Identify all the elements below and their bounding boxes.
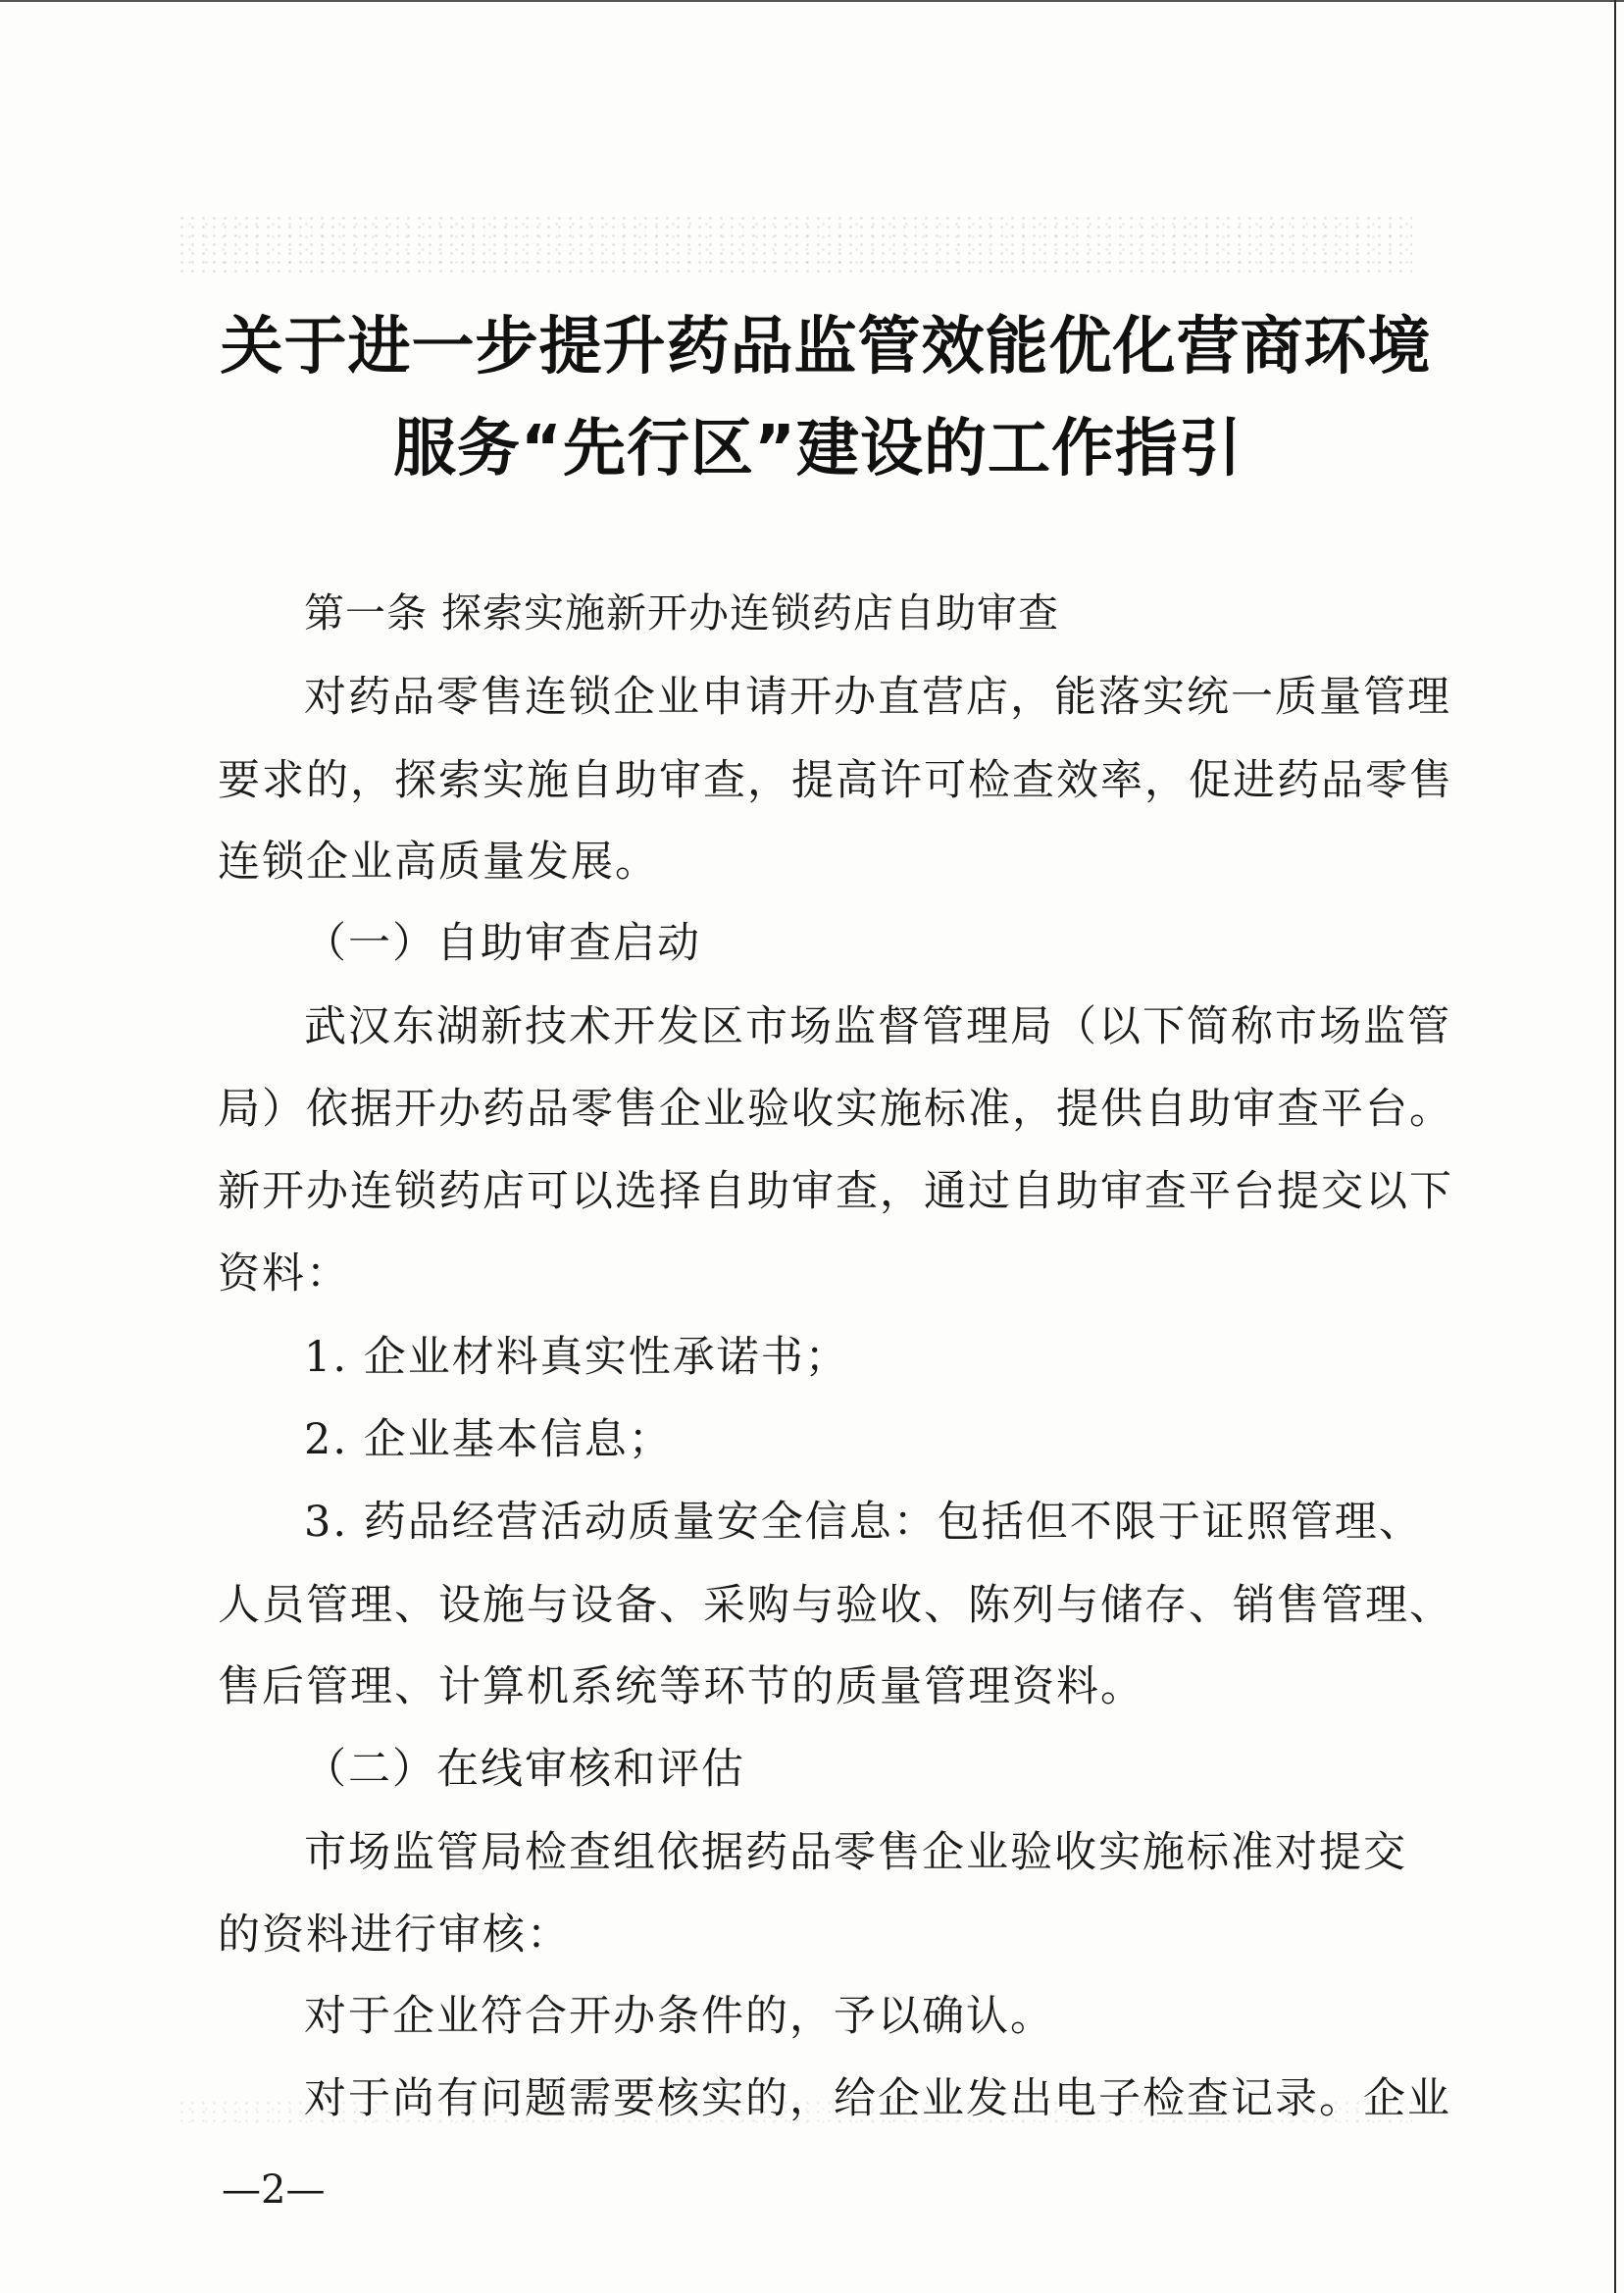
body-line: 对于尚有问题需要核实的，给企业发出电子检查记录。企业 [304, 2074, 1451, 2123]
section-heading: （二）在线审核和评估 [304, 1745, 745, 1794]
scan-edge-top [0, 0, 1624, 2]
document-title-line-1: 关于进一步提升药品监管效能优化营商环境 [220, 311, 1432, 383]
document-title-line-2: 服务“先行区”建设的工作指引 [392, 413, 1243, 485]
page-number: —2— [222, 2167, 326, 2213]
body-line: 武汉东湖新技术开发区市场监督管理局（以下简称市场监管 [304, 1002, 1451, 1051]
body-line: 售后管理、计算机系统等环节的质量管理资料。 [218, 1662, 1144, 1711]
section-heading: （一）自助审查启动 [304, 919, 701, 968]
scan-noise-top [177, 214, 1412, 273]
body-line: 对于企业符合开办条件的，予以确认。 [304, 1992, 1054, 2041]
list-item: 2. 企业基本信息； [304, 1415, 673, 1464]
article-heading: 第一条 探索实施新开办连锁药店自助审查 [304, 589, 1060, 637]
body-line: 市场监管局检查组依据药品零售企业验收实施标准对提交 [304, 1828, 1407, 1877]
body-line: 局）依据开办药品零售企业验收实施标准，提供自助审查平台。 [218, 1085, 1453, 1134]
list-item: 3. 药品经营活动质量安全信息：包括但不限于证照管理、 [304, 1498, 1423, 1547]
body-line: 的资料进行审核： [218, 1911, 571, 1960]
body-line: 新开办连锁药店可以选择自助审查，通过自助审查平台提交以下 [218, 1167, 1453, 1216]
body-line: 连锁企业高质量发展。 [218, 838, 659, 887]
body-line: 要求的，探索实施自助审查，提高许可检查效率，促进药品零售 [218, 756, 1453, 805]
list-item: 1. 企业材料真实性承诺书； [304, 1333, 849, 1382]
body-line: 资料： [218, 1249, 350, 1299]
body-line: 人员管理、设施与设备、采购与验收、陈列与储存、销售管理、 [218, 1581, 1453, 1630]
body-line: 对药品零售连锁企业申请开办直营店，能落实统一质量管理 [304, 673, 1451, 722]
